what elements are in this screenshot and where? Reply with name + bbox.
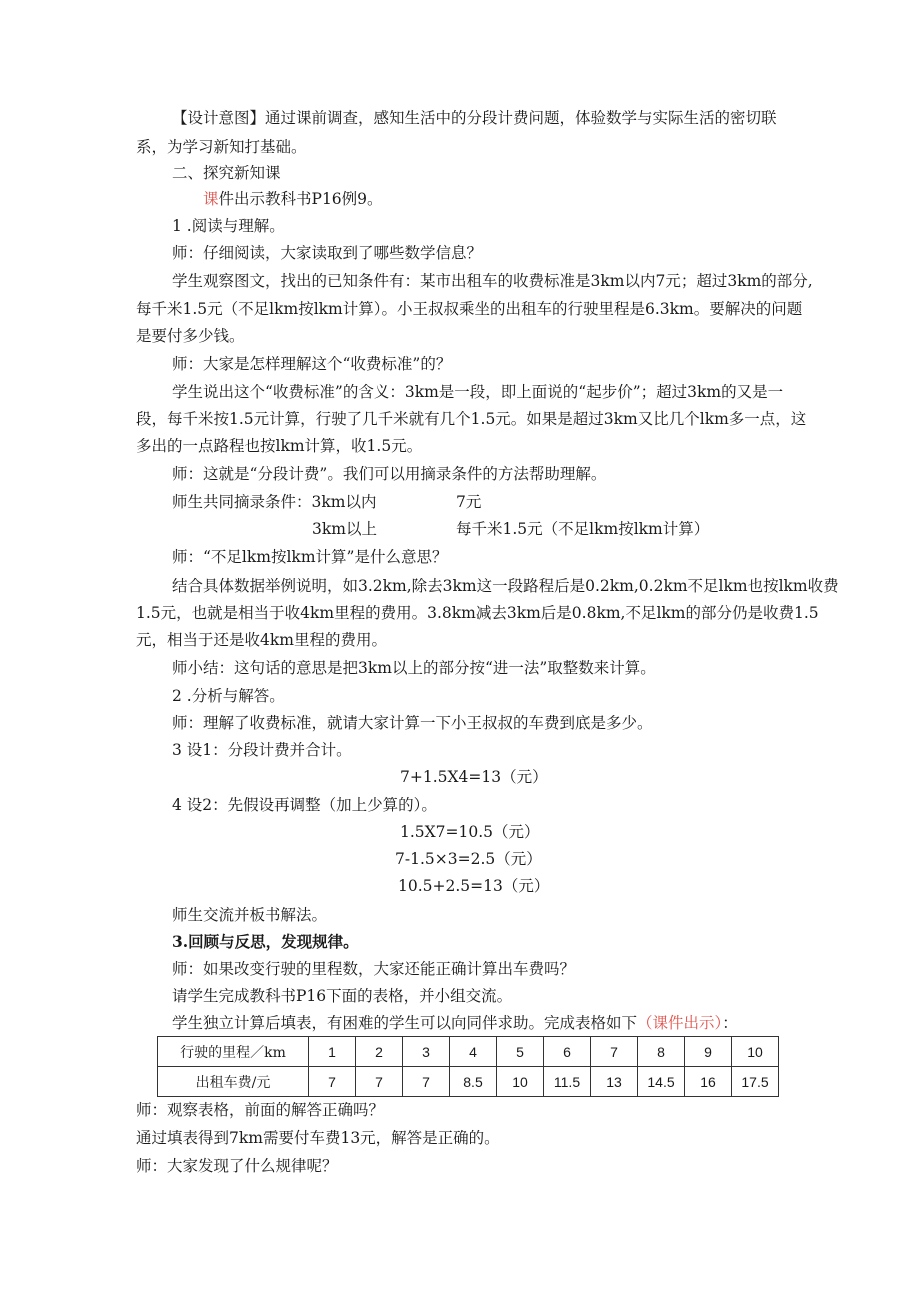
para-teacher-calc: 师：理解了收费标准，就请大家计算一下小王叔叔的车费到底是多少。 <box>172 714 653 732</box>
para-known-line1: 学生观察图文，找出的已知条件有：某市出租车的收费标准是3km以内7元；超过3km的部分, <box>172 272 813 290</box>
table-row <box>158 1067 779 1097</box>
para-teacher-standard: 师：大家是怎样理解这个“收费标准”的？ <box>172 355 452 373</box>
table-cell: 1 <box>309 1037 356 1067</box>
table-row <box>158 1037 779 1067</box>
para-meaning-line3: 多出的一点路程也按lkm计算，收1.5元。 <box>136 437 423 455</box>
para-answer-correct: 通过填表得到7km需要付车费13元，解答是正确的。 <box>136 1129 500 1147</box>
table-cell: 14.5 <box>638 1067 685 1097</box>
method2-heading: 4 设2：先假设再调整（加上少算的）。 <box>172 796 437 814</box>
para-known-line3: 是要付多少钱。 <box>136 327 245 345</box>
table-cell: 9 <box>685 1037 732 1067</box>
row-header-fare: 出租车费/元 <box>158 1067 309 1097</box>
excerpt-label-above: 3km以上 <box>312 520 377 538</box>
design-intent-line2: 系，为学习新知打基础。 <box>136 138 307 156</box>
excerpt-value-within: 7元 <box>456 493 482 511</box>
table-cell: 6 <box>544 1037 591 1067</box>
para-meaning-line1: 学生说出这个“收费标准”的含义：3km是一段，即上面说的“起步价”；超过3km的又是一 <box>172 383 784 401</box>
method1-formula: 7+1.5X4=13（元） <box>400 768 548 786</box>
courseware-show-highlight: （课件出示） <box>637 1014 723 1032</box>
table-cell: 5 <box>497 1037 544 1067</box>
para-example-line3: 元，相当于还是收4km里程的费用。 <box>136 631 387 649</box>
para-complete-table: 请学生完成教科书P16下面的表格，并小组交流。 <box>172 987 513 1005</box>
table-cell: 7 <box>356 1067 403 1097</box>
para-teacher-question: 师：“不足lkm按lkm计算”是什么意思？ <box>172 548 448 566</box>
fill-table-text: 学生独立计算后填表，有困难的学生可以向同伴求助。完成表格如下 <box>172 1014 638 1032</box>
courseware-line <box>203 189 383 209</box>
para-find-pattern: 师：大家发现了什么规律呢？ <box>136 1157 338 1175</box>
table-cell: 4 <box>450 1037 497 1067</box>
excerpt-value-above: 每千米1.5元（不足lkm按lkm计算） <box>456 520 710 538</box>
fare-table <box>157 1036 779 1097</box>
table-cell: 7 <box>591 1037 638 1067</box>
method2-formula3: 10.5+2.5=13（元） <box>398 877 550 895</box>
courseware-text: 件出示教科书P16例9。 <box>218 190 383 208</box>
table-cell: 2 <box>356 1037 403 1067</box>
table-cell: 8 <box>638 1037 685 1067</box>
table-cell: 13 <box>591 1067 638 1097</box>
para-teacher-change: 师：如果改变行驶的里程数，大家还能正确计算出车费吗？ <box>172 960 576 978</box>
para-meaning-line2: 段，每千米按1.5元计算，行驶了几千米就有几个1.5元。如果是超过3km又比几个lkm多一点，这 <box>136 410 807 428</box>
para-summary: 师小结：这句话的意思是把3km以上的部分按“进一法”取整数来计算。 <box>172 659 656 677</box>
table-cell: 7 <box>403 1067 450 1097</box>
table-cell: 8.5 <box>450 1067 497 1097</box>
fill-table-colon: ： <box>722 1014 738 1032</box>
para-example-line1: 结合具体数据举例说明，如3.2km,除去3km这一段路程后是0.2km,0.2km不足lkm也按lkm收费 <box>172 577 839 595</box>
row-header-distance: 行驶的里程／km <box>158 1037 309 1067</box>
para-observe-table: 师：观察表格，前面的解答正确吗？ <box>136 1101 385 1119</box>
para-segment-billing: 师：这就是“分段计费”。我们可以用摘录条件的方法帮助理解。 <box>172 465 607 483</box>
para-board-solution: 师生交流并板书解法。 <box>172 906 328 924</box>
table-cell: 16 <box>685 1067 732 1097</box>
para-example-line2: 1.5元，也就是相当于收4km里程的费用。3.8km减去3km后是0.8km,不足lkm的部分仍是收费1.5 <box>136 604 819 622</box>
table-cell: 11.5 <box>544 1067 591 1097</box>
table-cell: 17.5 <box>732 1067 779 1097</box>
section-heading: 二、探究新知课 <box>172 164 281 182</box>
method2-formula1: 1.5X7=10.5（元） <box>400 823 540 841</box>
step1-heading: 1 .阅读与理解。 <box>172 217 285 235</box>
method2-formula2: 7-1.5×3=2.5（元） <box>395 850 542 868</box>
excerpt-label-within: 师生共同摘录条件：3km以内 <box>172 493 377 511</box>
para-teacher-read: 师：仔细阅读，大家读取到了哪些数学信息？ <box>172 244 483 262</box>
step3-heading: 3.回顾与反思，发现规律。 <box>172 932 359 951</box>
method1-heading: 3 设1：分段计费并合计。 <box>172 741 352 759</box>
design-intent-line1: 【设计意图】通过课前调查，感知生活中的分段计费问题，体验数学与实际生活的密切联 <box>172 109 777 127</box>
table-cell: 10 <box>732 1037 779 1067</box>
table-cell: 7 <box>309 1067 356 1097</box>
table-cell: 10 <box>497 1067 544 1097</box>
para-known-line2: 每千米1.5元（不足lkm按lkm计算）。小王叔叔乘坐的出租车的行驶里程是6.3km。要解决的问题 <box>136 300 803 318</box>
step2-heading: 2 .分析与解答。 <box>172 687 285 705</box>
courseware-highlight: 课 <box>203 190 219 208</box>
table-cell: 3 <box>403 1037 450 1067</box>
para-fill-table <box>172 1013 738 1033</box>
